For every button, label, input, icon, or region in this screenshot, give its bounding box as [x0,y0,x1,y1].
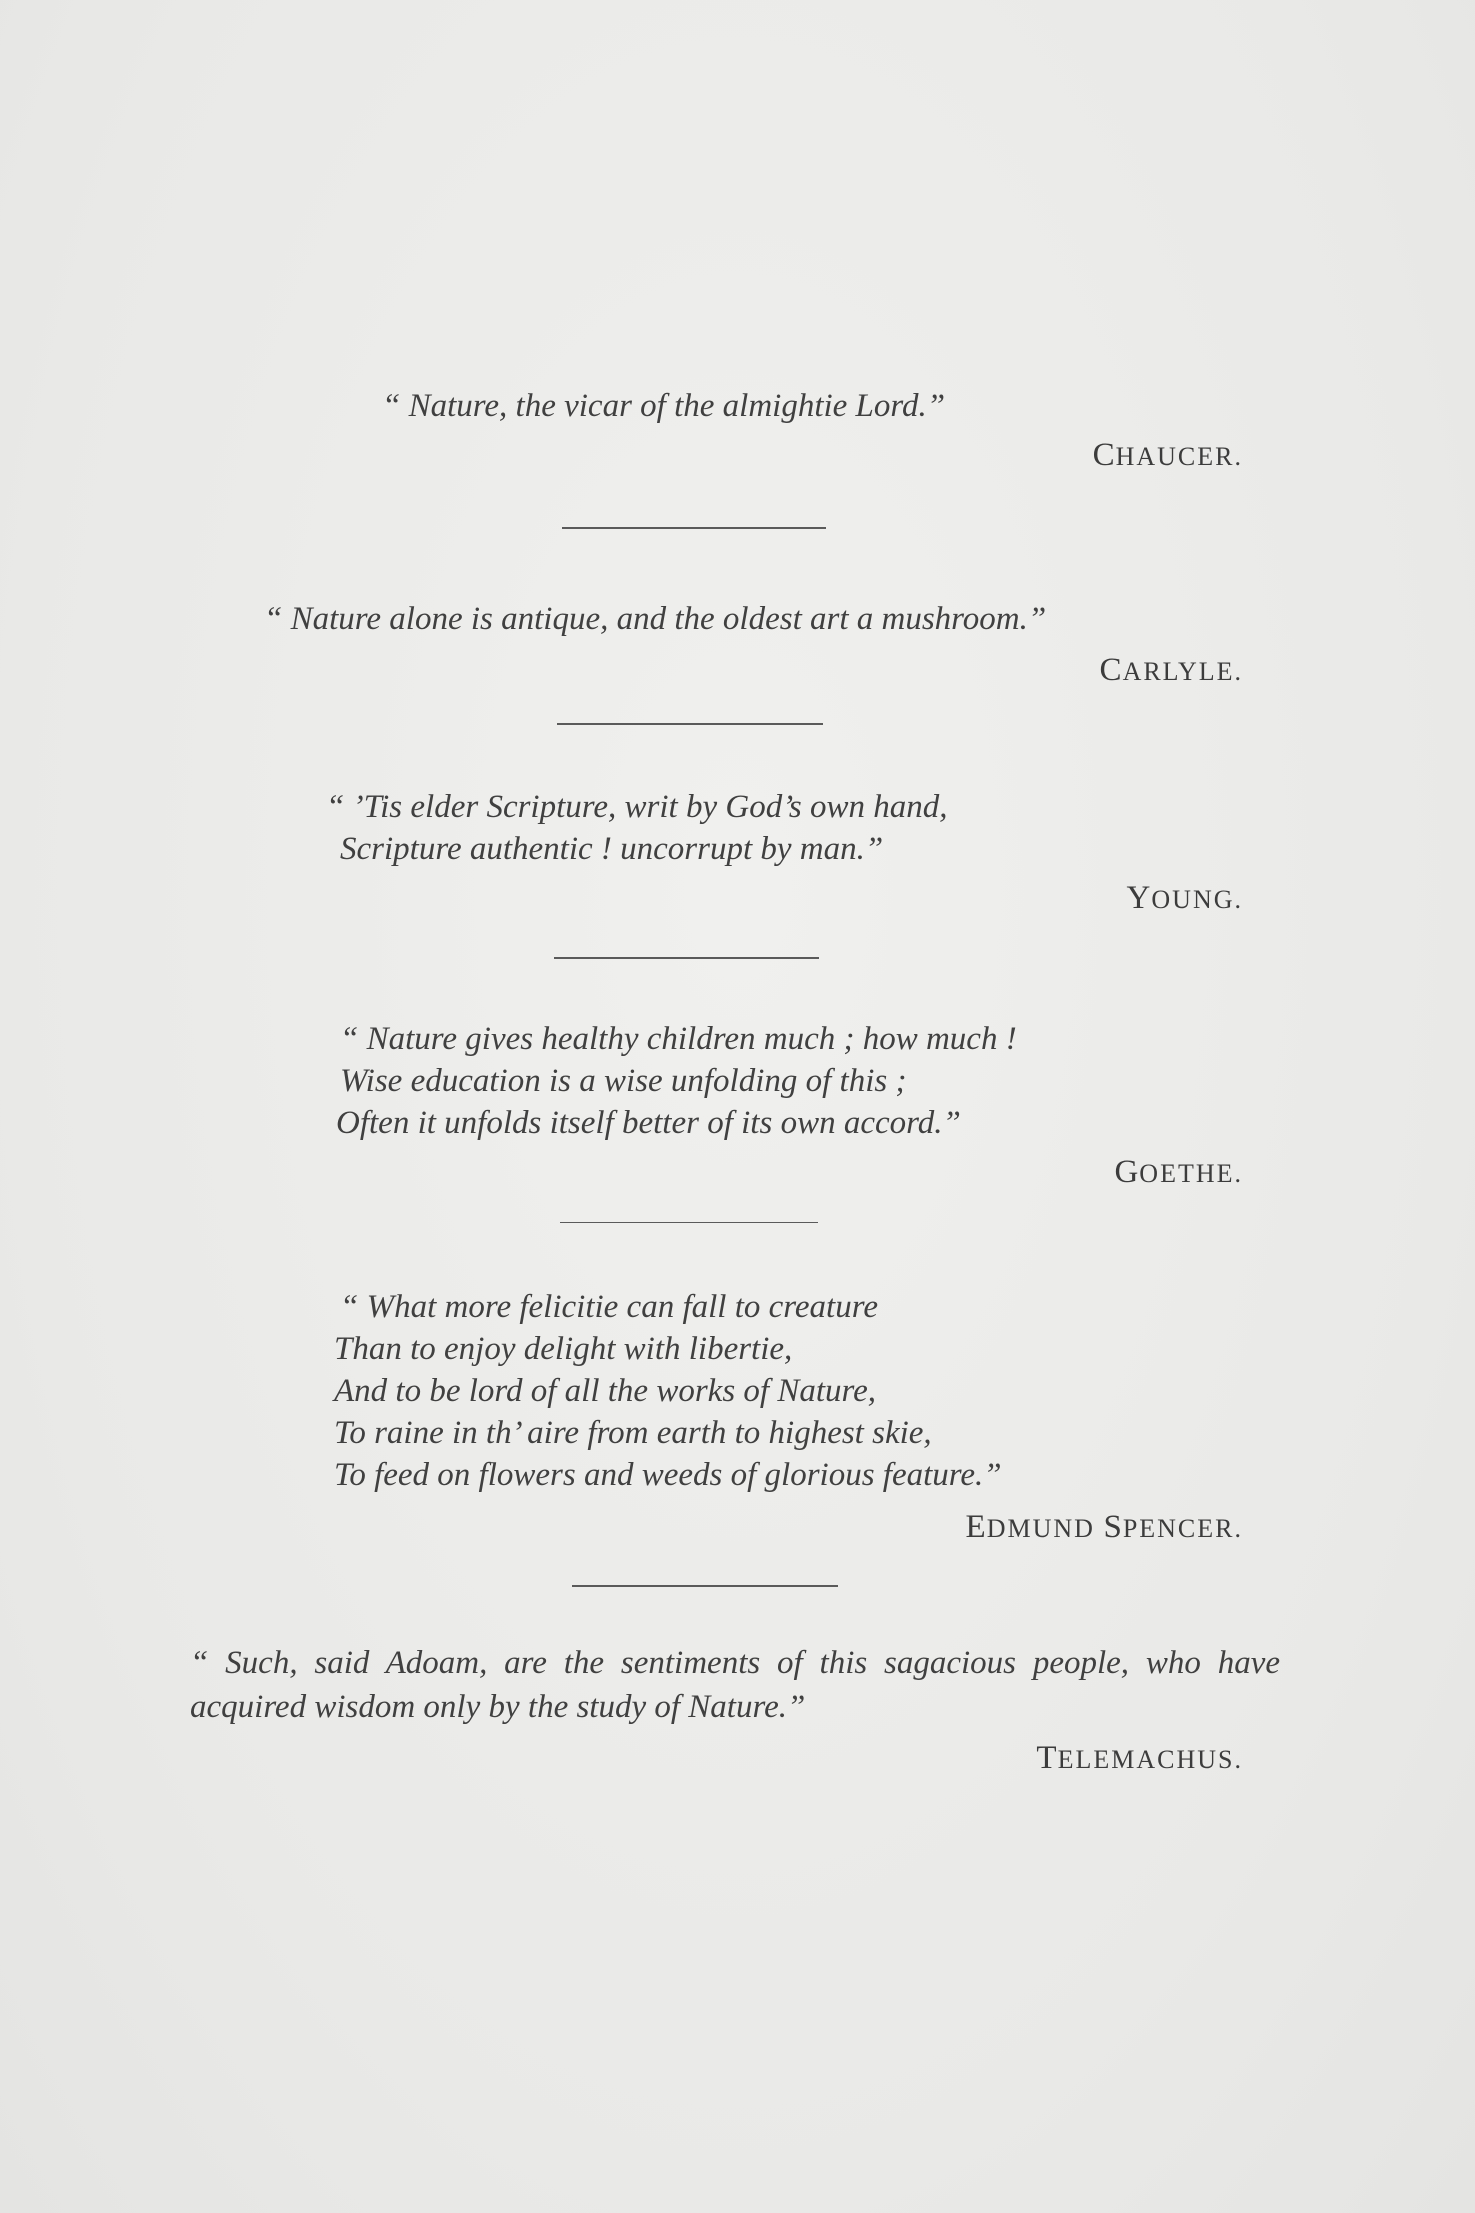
quote-young-line-2: Scripture authentic ! uncorrupt by man.” [340,831,884,867]
author-spencer [966,1509,1243,1546]
separator-rule-2 [557,723,823,725]
separator-rule-1 [562,527,826,529]
quote-chaucer-line-1: “ Nature, the vicar of the almightie Lord.” [382,388,946,424]
quote-spencer-line-5: To feed on flowers and weeds of glorious feature.” [334,1457,1002,1493]
quote-telemachus-text: “ Such, said Adoam, are the sentiments of this sagacious people, who have acquired wisdom only by the study of Nature.” [190,1645,1280,1725]
author-chaucer [1093,437,1243,474]
quote-spencer-line-2: Than to enjoy delight with libertie, [334,1331,793,1367]
separator-rule-4 [560,1222,818,1223]
quote-spencer-line-1: “ What more felicitie can fall to creature [340,1289,878,1325]
quote-goethe-line-1: “ Nature gives healthy children much ; how much ! [340,1021,1017,1057]
quote-telemachus-paragraph [122,1641,1280,1729]
author-carlyle [1100,652,1243,689]
author-goethe [1114,1154,1243,1191]
author-spencer-name: EDMUND SPENCER. [965,1509,1243,1545]
author-young-name: YOUNG. [1126,880,1243,916]
author-telemachus [1036,1740,1243,1777]
author-goethe-name: GOETHE. [1114,1154,1243,1190]
separator-rule-5 [572,1585,838,1587]
quote-spencer-line-4: To raine in th’ aire from earth to highest skie, [334,1415,932,1451]
author-telemachus-name: TELEMACHUS. [1036,1740,1243,1776]
quote-young-line-1: “ ’Tis elder Scripture, writ by God’s own hand, [326,789,948,825]
author-chaucer-name: CHAUCER. [1092,437,1243,473]
quote-spencer-line-3: And to be lord of all the works of Nature, [334,1373,877,1409]
separator-rule-3 [554,957,819,959]
quote-carlyle-line-1: “ Nature alone is antique, and the oldest art a mushroom.” [264,601,1047,637]
quote-goethe-line-3: Often it unfolds itself better of its own accord.” [336,1105,961,1141]
author-young [1127,880,1243,917]
quote-goethe-line-2: Wise education is a wise unfolding of this ; [340,1063,907,1099]
author-carlyle-name: CARLYLE. [1099,652,1243,688]
